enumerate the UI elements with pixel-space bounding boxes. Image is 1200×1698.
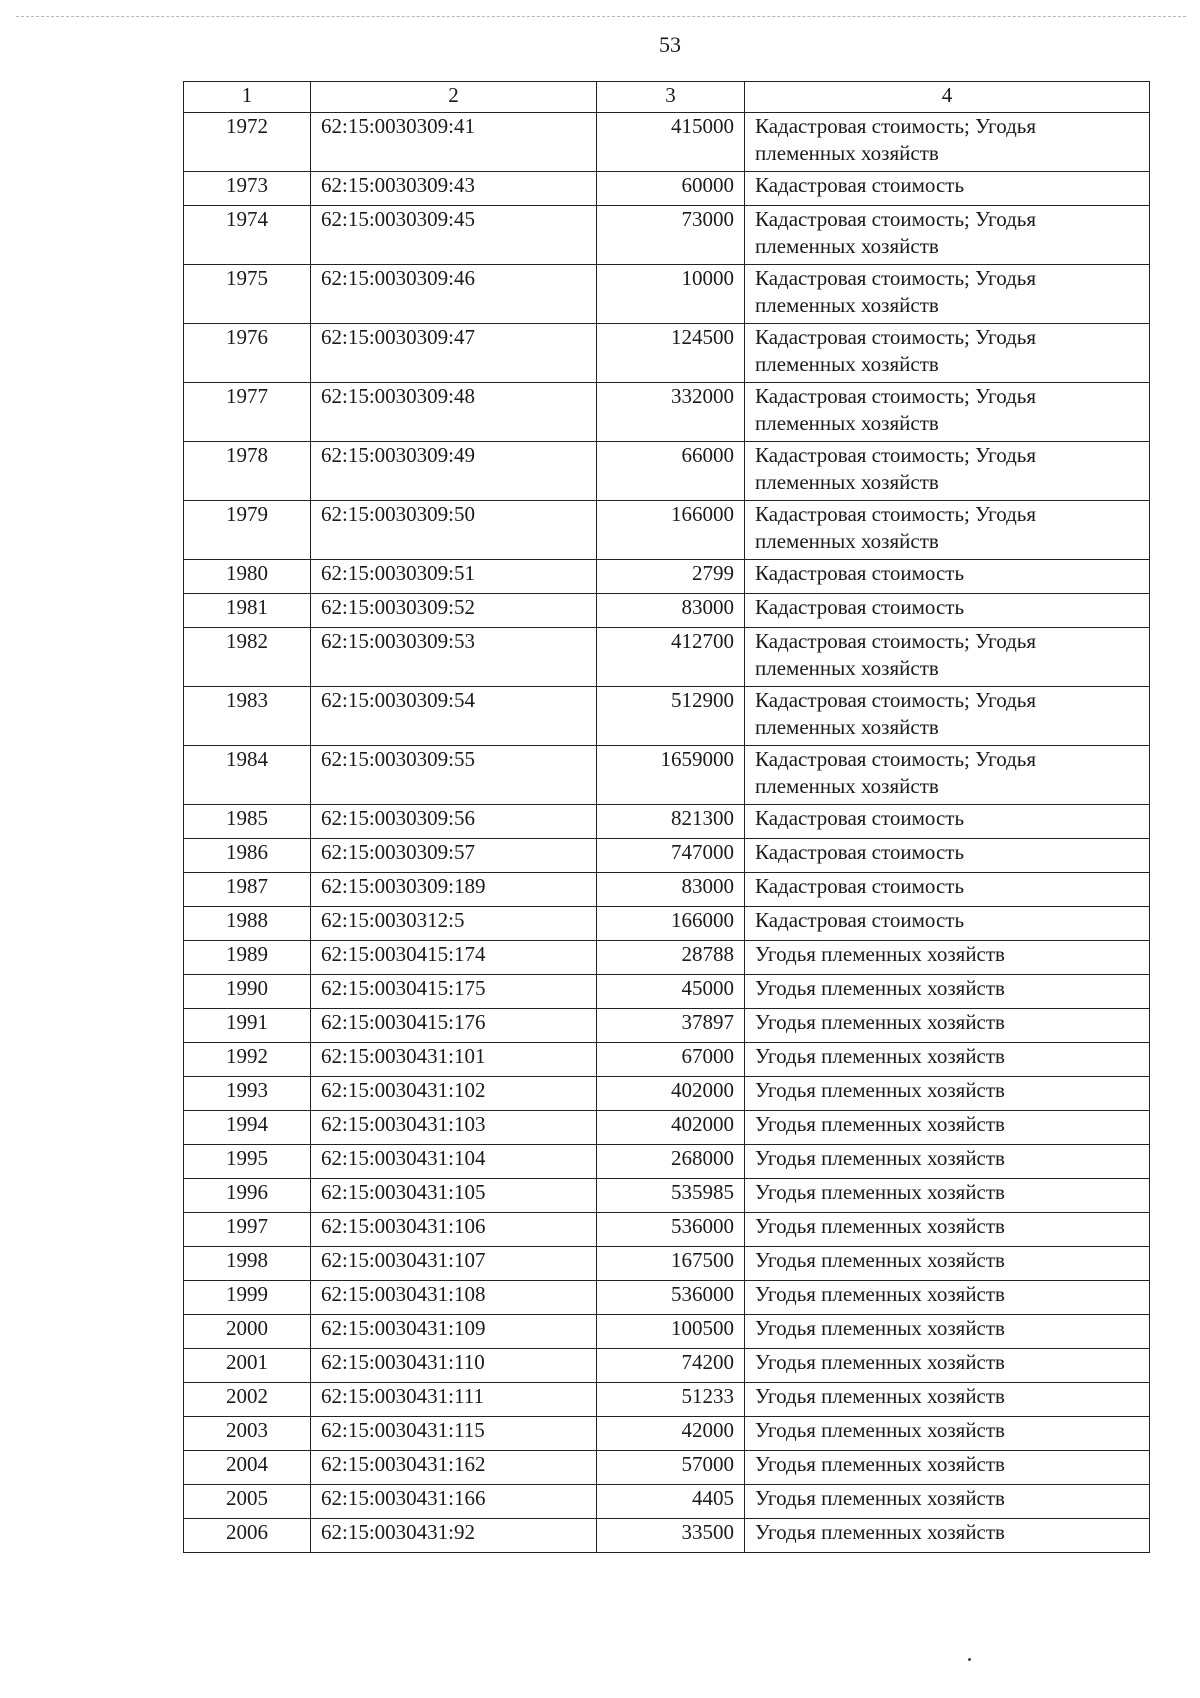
cell-note: Кадастровая стоимость: [745, 839, 1150, 873]
cell-number: 1998: [184, 1247, 311, 1281]
cell-number: 1980: [184, 560, 311, 594]
cell-number: 2000: [184, 1315, 311, 1349]
cell-value: 332000: [597, 383, 745, 442]
table-row: [184, 1281, 1150, 1315]
cell-cadastral-number: 62:15:0030431:166: [311, 1485, 597, 1519]
table-row: [184, 172, 1150, 206]
cell-note: Кадастровая стоимость: [745, 907, 1150, 941]
cell-note: Угодья племенных хозяйств: [745, 1417, 1150, 1451]
scan-speck: [968, 1658, 971, 1661]
cell-value: 402000: [597, 1077, 745, 1111]
cell-cadastral-number: 62:15:0030309:41: [311, 113, 597, 172]
cell-number: 1990: [184, 975, 311, 1009]
cell-value: 166000: [597, 501, 745, 560]
cell-number: 1993: [184, 1077, 311, 1111]
cell-number: 1992: [184, 1043, 311, 1077]
cell-value: 83000: [597, 873, 745, 907]
cell-cadastral-number: 62:15:0030309:45: [311, 206, 597, 265]
cell-value: 28788: [597, 941, 745, 975]
cell-number: 1975: [184, 265, 311, 324]
cell-number: 1987: [184, 873, 311, 907]
cell-value: 821300: [597, 805, 745, 839]
table-row: [184, 1349, 1150, 1383]
cell-number: 2001: [184, 1349, 311, 1383]
cell-value: 57000: [597, 1451, 745, 1485]
cell-note: Кадастровая стоимость; Угодья племенных хозяйств: [745, 442, 1150, 501]
cell-number: 1978: [184, 442, 311, 501]
table-row: [184, 1451, 1150, 1485]
cell-cadastral-number: 62:15:0030431:102: [311, 1077, 597, 1111]
table-row: [184, 1315, 1150, 1349]
table-row: [184, 1145, 1150, 1179]
cell-note: Кадастровая стоимость; Угодья племенных хозяйств: [745, 383, 1150, 442]
column-header-value: 3: [597, 82, 745, 113]
cell-note: Угодья племенных хозяйств: [745, 1315, 1150, 1349]
cell-cadastral-number: 62:15:0030415:174: [311, 941, 597, 975]
table-row: [184, 560, 1150, 594]
table-row: [184, 687, 1150, 746]
cell-cadastral-number: 62:15:0030309:52: [311, 594, 597, 628]
cell-value: 4405: [597, 1485, 745, 1519]
cell-cadastral-number: 62:15:0030309:47: [311, 324, 597, 383]
cell-value: 66000: [597, 442, 745, 501]
cell-note: Кадастровая стоимость: [745, 873, 1150, 907]
cell-number: 1997: [184, 1213, 311, 1247]
table-row: [184, 1519, 1150, 1553]
cell-number: 2004: [184, 1451, 311, 1485]
cell-cadastral-number: 62:15:0030431:101: [311, 1043, 597, 1077]
header-row: [184, 82, 1150, 113]
cell-number: 1999: [184, 1281, 311, 1315]
cell-cadastral-number: 62:15:0030431:92: [311, 1519, 597, 1553]
cell-note: Угодья племенных хозяйств: [745, 1247, 1150, 1281]
land-plot-table: [183, 81, 1150, 1553]
cell-note: Кадастровая стоимость; Угодья племенных хозяйств: [745, 324, 1150, 383]
cell-number: 2005: [184, 1485, 311, 1519]
cell-value: 37897: [597, 1009, 745, 1043]
cell-cadastral-number: 62:15:0030309:43: [311, 172, 597, 206]
table-row: [184, 1077, 1150, 1111]
cell-note: Кадастровая стоимость; Угодья племенных хозяйств: [745, 501, 1150, 560]
cell-cadastral-number: 62:15:0030309:53: [311, 628, 597, 687]
cell-note: Кадастровая стоимость; Угодья племенных хозяйств: [745, 628, 1150, 687]
cell-note: Кадастровая стоимость; Угодья племенных хозяйств: [745, 265, 1150, 324]
cell-number: 1989: [184, 941, 311, 975]
table-row: [184, 383, 1150, 442]
cell-cadastral-number: 62:15:0030431:109: [311, 1315, 597, 1349]
cell-cadastral-number: 62:15:0030431:105: [311, 1179, 597, 1213]
cell-value: 74200: [597, 1349, 745, 1383]
cell-number: 1986: [184, 839, 311, 873]
cell-number: 1977: [184, 383, 311, 442]
cell-value: 45000: [597, 975, 745, 1009]
cell-note: Кадастровая стоимость: [745, 805, 1150, 839]
table-row: [184, 1043, 1150, 1077]
cell-value: 51233: [597, 1383, 745, 1417]
table-row: [184, 628, 1150, 687]
column-header-number: 1: [184, 82, 311, 113]
table-row: [184, 206, 1150, 265]
cell-cadastral-number: 62:15:0030431:162: [311, 1451, 597, 1485]
cell-number: 1984: [184, 746, 311, 805]
table-row: [184, 1111, 1150, 1145]
table-row: [184, 1417, 1150, 1451]
cell-number: 2003: [184, 1417, 311, 1451]
cell-cadastral-number: 62:15:0030431:110: [311, 1349, 597, 1383]
cell-number: 1994: [184, 1111, 311, 1145]
table-row: [184, 1485, 1150, 1519]
table-row: [184, 941, 1150, 975]
cell-cadastral-number: 62:15:0030312:5: [311, 907, 597, 941]
cell-value: 10000: [597, 265, 745, 324]
table-row: [184, 907, 1150, 941]
cell-number: 1979: [184, 501, 311, 560]
cell-cadastral-number: 62:15:0030431:108: [311, 1281, 597, 1315]
cell-value: 535985: [597, 1179, 745, 1213]
cell-number: 1988: [184, 907, 311, 941]
cell-cadastral-number: 62:15:0030431:106: [311, 1213, 597, 1247]
cell-value: 268000: [597, 1145, 745, 1179]
cell-value: 512900: [597, 687, 745, 746]
cell-cadastral-number: 62:15:0030415:176: [311, 1009, 597, 1043]
table-row: [184, 324, 1150, 383]
table-row: [184, 1213, 1150, 1247]
cell-number: 1974: [184, 206, 311, 265]
cell-value: 124500: [597, 324, 745, 383]
cell-cadastral-number: 62:15:0030415:175: [311, 975, 597, 1009]
table-row: [184, 1009, 1150, 1043]
table-row: [184, 805, 1150, 839]
cell-note: Кадастровая стоимость; Угодья племенных хозяйств: [745, 687, 1150, 746]
cell-note: Угодья племенных хозяйств: [745, 1043, 1150, 1077]
cell-value: 536000: [597, 1213, 745, 1247]
cell-number: 1976: [184, 324, 311, 383]
table-row: [184, 746, 1150, 805]
cell-cadastral-number: 62:15:0030431:115: [311, 1417, 597, 1451]
cell-cadastral-number: 62:15:0030309:49: [311, 442, 597, 501]
cell-value: 73000: [597, 206, 745, 265]
scan-edge-line: [16, 16, 1186, 17]
table-header: [184, 82, 1150, 113]
table-row: [184, 594, 1150, 628]
cell-cadastral-number: 62:15:0030309:46: [311, 265, 597, 324]
cell-number: 1972: [184, 113, 311, 172]
cell-note: Кадастровая стоимость; Угодья племенных хозяйств: [745, 113, 1150, 172]
cell-number: 1982: [184, 628, 311, 687]
table-row: [184, 113, 1150, 172]
cell-value: 415000: [597, 113, 745, 172]
cell-number: 1991: [184, 1009, 311, 1043]
cell-cadastral-number: 62:15:0030431:103: [311, 1111, 597, 1145]
cell-note: Кадастровая стоимость: [745, 560, 1150, 594]
column-header-cadastral: 2: [311, 82, 597, 113]
cell-note: Угодья племенных хозяйств: [745, 1349, 1150, 1383]
cell-note: Угодья племенных хозяйств: [745, 1179, 1150, 1213]
cell-note: Угодья племенных хозяйств: [745, 1281, 1150, 1315]
cell-cadastral-number: 62:15:0030431:107: [311, 1247, 597, 1281]
cell-cadastral-number: 62:15:0030431:111: [311, 1383, 597, 1417]
cell-cadastral-number: 62:15:0030309:51: [311, 560, 597, 594]
cell-value: 83000: [597, 594, 745, 628]
table-row: [184, 975, 1150, 1009]
cell-cadastral-number: 62:15:0030309:50: [311, 501, 597, 560]
cell-cadastral-number: 62:15:0030431:104: [311, 1145, 597, 1179]
cell-value: 100500: [597, 1315, 745, 1349]
cell-number: 1985: [184, 805, 311, 839]
table-row: [184, 501, 1150, 560]
cell-number: 1995: [184, 1145, 311, 1179]
cell-note: Угодья племенных хозяйств: [745, 975, 1150, 1009]
cell-note: Кадастровая стоимость; Угодья племенных хозяйств: [745, 206, 1150, 265]
cell-note: Кадастровая стоимость; Угодья племенных хозяйств: [745, 746, 1150, 805]
cell-value: 67000: [597, 1043, 745, 1077]
cell-value: 747000: [597, 839, 745, 873]
cell-note: Угодья племенных хозяйств: [745, 1145, 1150, 1179]
table-row: [184, 1247, 1150, 1281]
cell-cadastral-number: 62:15:0030309:48: [311, 383, 597, 442]
cell-cadastral-number: 62:15:0030309:57: [311, 839, 597, 873]
cell-value: 1659000: [597, 746, 745, 805]
table-row: [184, 442, 1150, 501]
cell-number: 1996: [184, 1179, 311, 1213]
cell-note: Угодья племенных хозяйств: [745, 1009, 1150, 1043]
cell-cadastral-number: 62:15:0030309:189: [311, 873, 597, 907]
table-row: [184, 839, 1150, 873]
cell-note: Угодья племенных хозяйств: [745, 1111, 1150, 1145]
cell-note: Кадастровая стоимость: [745, 172, 1150, 206]
cell-value: 2799: [597, 560, 745, 594]
column-header-note: 4: [745, 82, 1150, 113]
cell-number: 2002: [184, 1383, 311, 1417]
cell-cadastral-number: 62:15:0030309:54: [311, 687, 597, 746]
cell-cadastral-number: 62:15:0030309:55: [311, 746, 597, 805]
cell-number: 2006: [184, 1519, 311, 1553]
page-number: 53: [659, 32, 681, 57]
cell-number: 1981: [184, 594, 311, 628]
cell-note: Угодья племенных хозяйств: [745, 1213, 1150, 1247]
cell-value: 33500: [597, 1519, 745, 1553]
cell-number: 1973: [184, 172, 311, 206]
cell-value: 536000: [597, 1281, 745, 1315]
cell-note: Угодья племенных хозяйств: [745, 1485, 1150, 1519]
cell-note: Угодья племенных хозяйств: [745, 1519, 1150, 1553]
cell-note: Угодья племенных хозяйств: [745, 1077, 1150, 1111]
cell-value: 402000: [597, 1111, 745, 1145]
cell-note: Угодья племенных хозяйств: [745, 1383, 1150, 1417]
cell-value: 60000: [597, 172, 745, 206]
cell-value: 166000: [597, 907, 745, 941]
table-row: [184, 873, 1150, 907]
cell-value: 167500: [597, 1247, 745, 1281]
table-row: [184, 1383, 1150, 1417]
table-row: [184, 265, 1150, 324]
cell-value: 412700: [597, 628, 745, 687]
cell-cadastral-number: 62:15:0030309:56: [311, 805, 597, 839]
table-row: [184, 1179, 1150, 1213]
cell-note: Угодья племенных хозяйств: [745, 1451, 1150, 1485]
cell-note: Кадастровая стоимость: [745, 594, 1150, 628]
cell-note: Угодья племенных хозяйств: [745, 941, 1150, 975]
cell-number: 1983: [184, 687, 311, 746]
cell-value: 42000: [597, 1417, 745, 1451]
table-body: [184, 113, 1150, 1553]
